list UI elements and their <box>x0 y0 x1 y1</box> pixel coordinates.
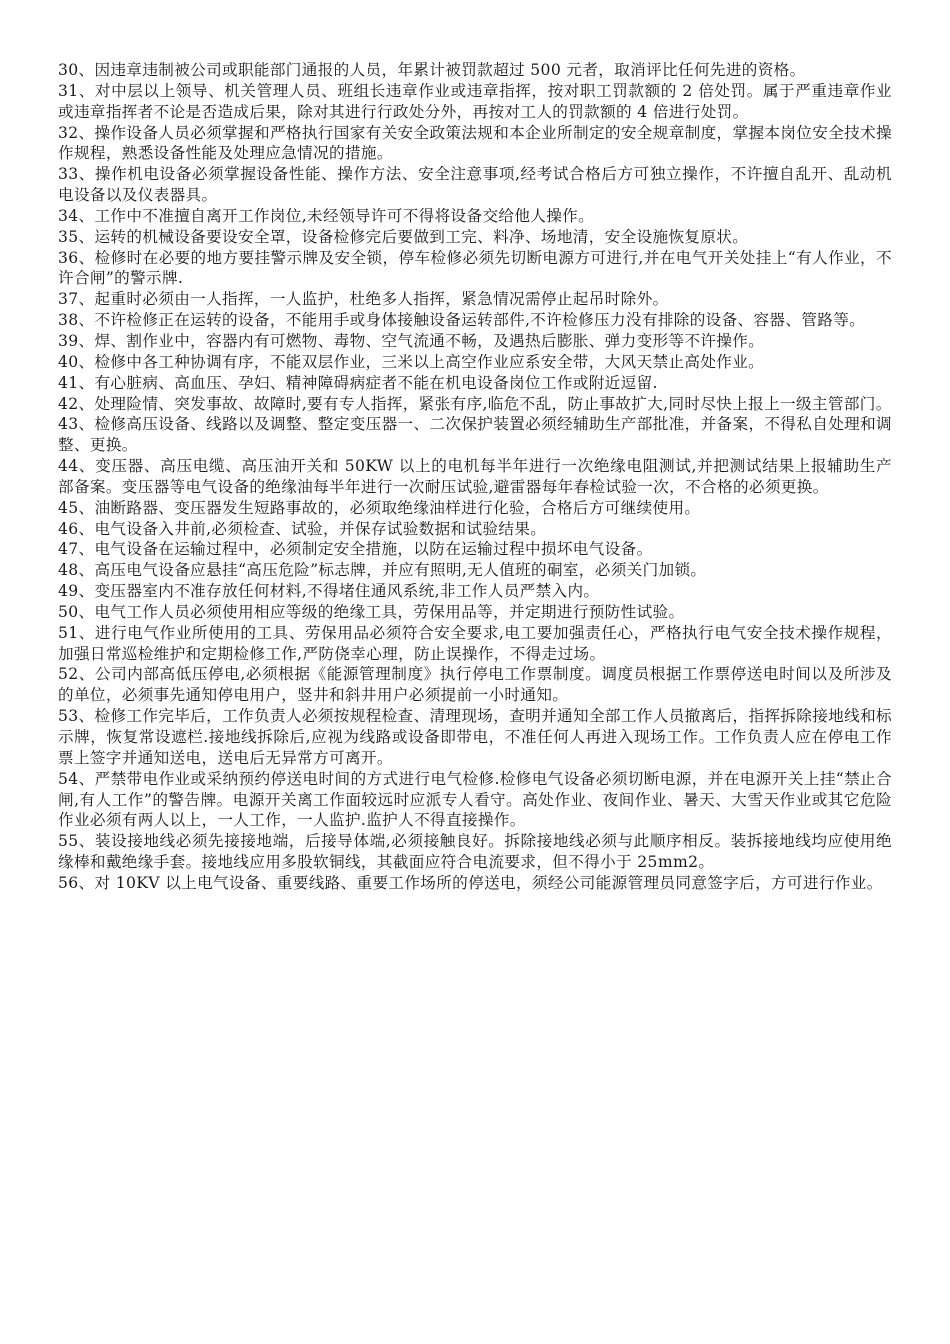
rule-item-35: 35、运转的机械设备要设安全罩，设备检修完后要做到工完、料净、场地清，安全设施恢复原状。 <box>58 227 749 246</box>
rule-item-34: 34、工作中不准擅自离开工作岗位,未经领导许可不得将设备交给他人操作。 <box>58 206 595 225</box>
rule-item-53: 53、检修工作完毕后，工作负责人必须按规程检查、清理现场，查明并通知全部工作人员撤离后，指挥拆除接地线和标示牌，恢复常设遮栏.接地线拆除后,应视为线路或设备即带电，不准任何人再进入现场工作。工作负责人应在停电工作票上签字并通知送电，送电后无异常方可离开。 <box>58 707 892 767</box>
rule-item-56: 56、对 10KV 以上电气设备、重要线路、重要工作场所的停送电，须经公司能源管理员同意签字后，方可进行作业。 <box>58 873 883 892</box>
rule-item-52: 52、公司内部高低压停电,必须根据《能源管理制度》执行停电工作票制度。调度员根据工作票停送电时间以及所涉及的单位，必须事先通知停电用户，竖井和斜井用户必须提前一小时通知。 <box>58 665 892 705</box>
rule-item-39: 39、焊、割作业中，容器内有可燃物、毒物、空气流通不畅，及遇热后膨胀、弹力变形等不许操作。 <box>58 331 765 350</box>
rule-item-37: 37、起重时必须由一人指挥，一人监护，杜绝多人指挥，紧急情况需停止起吊时除外。 <box>58 290 669 309</box>
rule-item-31: 31、对中层以上领导、机关管理人员、班组长违章作业或违章指挥，按对职工罚款额的 2 倍处罚。属于严重违章作业或违章指挥者不论是否造成后果，除对其进行行政处分外，再按对工人的罚款额的 4 倍进行处罚。 <box>58 81 892 121</box>
rule-item-50: 50、电气工作人员必须使用相应等级的绝缘工具，劳保用品等，并定期进行预防性试验。 <box>58 602 685 621</box>
rule-item-49: 49、变压器室内不准存放任何材料,不得堵住通风系统,非工作人员严禁入内。 <box>58 582 600 601</box>
rule-item-38: 38、不许检修正在运转的设备，不能用手或身体接触设备运转部件,不许检修压力没有排除的设备、容器、管路等。 <box>58 311 866 330</box>
rule-item-46: 46、电气设备入井前,必须检查、试验，并保存试验数据和试验结果。 <box>58 519 547 538</box>
rule-item-48: 48、高压电气设备应悬挂“高压危险”标志牌，并应有照明,无人值班的硐室，必须关门加锁。 <box>58 561 707 580</box>
rule-item-32: 32、操作设备人员必须掌握和严格执行国家有关安全政策法规和本企业所制定的安全规章制度，掌握本岗位安全技术操作规程，熟悉设备性能及处理应急情况的措施。 <box>58 123 892 163</box>
rule-item-44: 44、变压器、高压电缆、高压油开关和 50KW 以上的电机每半年进行一次绝缘电阻测试,并把测试结果上报辅助生产部备案。变压器等电气设备的绝缘油每半年进行一次耐压试验,避雷器每年春检试验一次，不合格的必须更换。 <box>58 457 892 496</box>
rule-item-47: 47、电气设备在运输过程中，必须制定安全措施，以防在运输过程中损坏电气设备。 <box>58 540 653 559</box>
rule-item-42: 42、处理险情、突发事故、故障时,要有专人指挥，紧张有序,临危不乱，防止事故扩大,同时尽快上报上一级主管部门。 <box>58 394 892 413</box>
rule-item-33: 33、操作机电设备必须掌握设备性能、操作方法、安全注意事项,经考试合格后方可独立操作，不许擅自乱开、乱动机电设备以及仪表器具。 <box>58 165 892 205</box>
rule-item-40: 40、检修中各工种协调有序，不能双层作业，三米以上高空作业应系安全带，大风天禁止高处作业。 <box>58 352 765 371</box>
rule-item-55: 55、装设接地线必须先接接地端，后接导体端,必须接触良好。拆除接地线必须与此顺序相反。装拆接地线均应使用绝缘棒和戴绝缘手套。接地线应用多股软铜线，其截面应符合电流要求，但不得小于 25mm2。 <box>58 832 892 872</box>
rule-item-36: 36、检修时在必要的地方要挂警示牌及安全锁，停车检修必须先切断电源方可进行,并在电气开关处挂上“有人作业，不许合闸”的警示牌. <box>58 248 892 288</box>
rule-item-54: 54、严禁带电作业或采纳预约停送电时间的方式进行电气检修.检修电气设备必须切断电源，并在电源开关上挂“禁止合闸,有人工作”的警告牌。电源开关离工作面较远时应派专人看守。高处作业、夜间作业、暑天、大雪天作业或其它危险作业必须有两人以上，一人工作，一人监护.监护人不得直接操作。 <box>58 769 892 830</box>
rule-item-51: 51、进行电气作业所使用的工具、劳保用品必须符合安全要求,电工要加强责任心，严格执行电气安全技术操作规程，加强日常巡检维护和定期检修工作,严防侥幸心理，防止误操作，不得走过场。 <box>58 623 892 663</box>
rule-item-43: 43、检修高压设备、线路以及调整、整定变压器一、二次保护装置必须经辅助生产部批准，并备案，不得私自处理和调整、更换。 <box>58 415 892 455</box>
rule-item-41: 41、有心脏病、高血压、孕妇、精神障碍病症者不能在机电设备岗位工作或附近逗留. <box>58 373 658 392</box>
rule-item-45: 45、油断路器、变压器发生短路事故的，必须取绝缘油样进行化验，合格后方可继续使用。 <box>58 498 701 517</box>
rule-item-30: 30、因违章违制被公司或职能部门通报的人员，年累计被罚款超过 500 元者，取消评比任何先进的资格。 <box>58 61 806 79</box>
